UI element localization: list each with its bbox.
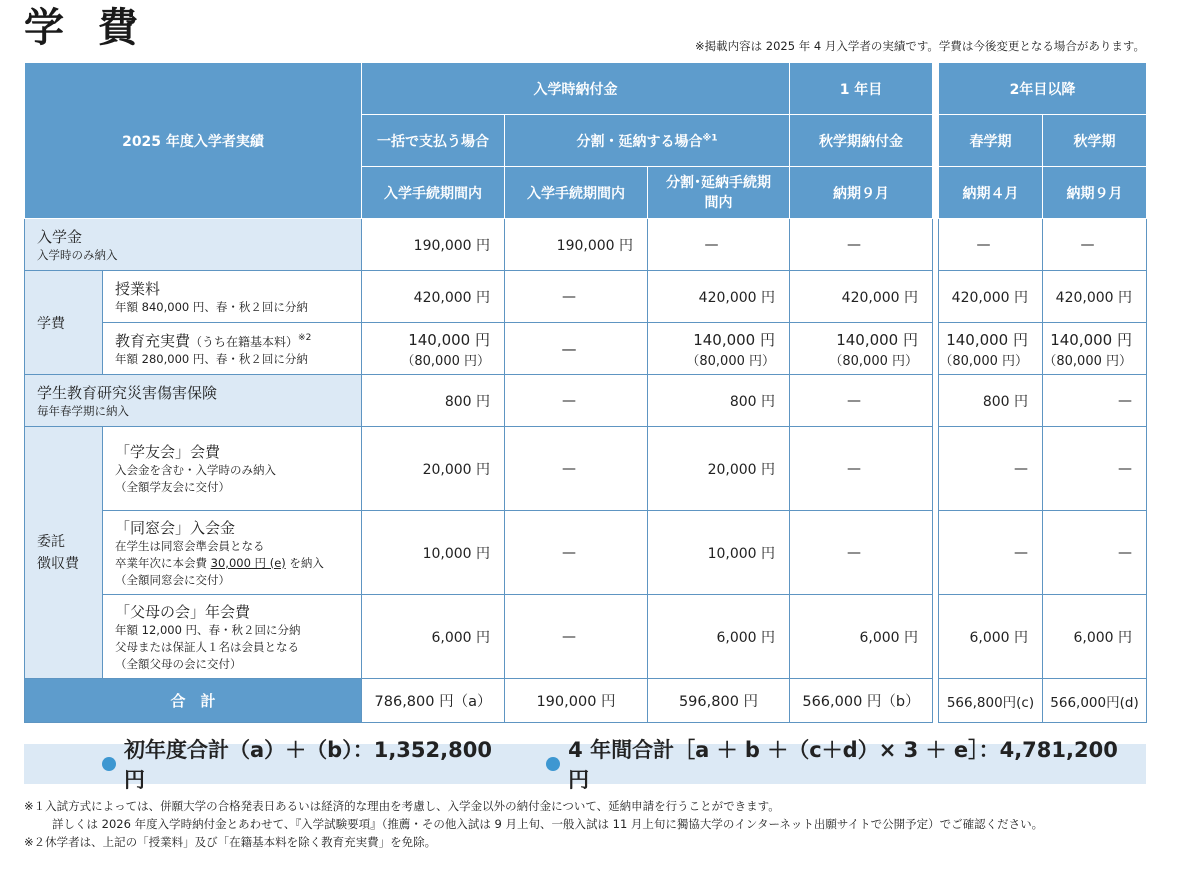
cell-value: 190,000 円 — [362, 219, 505, 271]
cell-value: — — [790, 427, 933, 511]
table-row — [25, 323, 1147, 375]
cell-value: — — [505, 375, 648, 427]
cell-value: 800 円 — [362, 375, 505, 427]
cell-value: — — [505, 595, 648, 679]
table-row — [25, 595, 1147, 679]
fee-table — [24, 62, 1147, 723]
cell-value: — — [1043, 219, 1147, 271]
row-label-fubo: 「父母の会」年会費 年額 12,000 円、春・秋２回に分納 父母または保証人１名は会員となる （全額父母の会に交付） — [103, 595, 362, 679]
footnote-2: ※２休学者は、上記の「授業料」及び「在籍基本料を除く教育充実費」を免除。 — [24, 835, 437, 849]
row-label-tuition: 授業料 年額 840,000 円、春・秋２回に分納 — [103, 271, 362, 323]
header-due-apr: 納期４月 — [939, 167, 1043, 219]
total-value: 596,800 円 — [648, 679, 790, 723]
cell-value: 140,000 円 （80,000 円） — [1043, 323, 1147, 375]
cell-value: 6,000 円 — [648, 595, 790, 679]
summary-bar — [24, 738, 1146, 792]
row-label-education: 教育充実費（うち在籍基本料）$^{※2}$ 年額 280,000 円、春・秋２回に分納 — [103, 323, 362, 375]
footnotes — [24, 797, 1043, 851]
cell-value: — — [790, 219, 933, 271]
footnote-1-detail: 詳しくは 2026 年度入学時納付金とあわせて、『入学試験要項』（推薦・その他入試は 9 月上旬、一般入試は 11 月上旬に獨協大学のインターネット出願サイトで公開予定）でご確認ください。 — [52, 817, 1044, 831]
cell-value: — — [790, 375, 933, 427]
table-row — [25, 219, 1147, 271]
summary-first-year: 初年度合計（a）＋（b）：1,352,800 円 — [124, 738, 492, 792]
cell-value: 6,000 円 — [790, 595, 933, 679]
cell-value: — — [648, 219, 790, 271]
cell-value: 190,000 円 — [505, 219, 648, 271]
footnote-1: ※１入試方式によっては、併願大学の合格発表日あるいは経済的な理由を考慮し、入学金以外の納付金について、延納申請を行うことができます。 — [24, 799, 780, 813]
header-corner: 2025 年度入学者実績 — [25, 63, 362, 219]
header-installment: 分割・延納する場合$^{※1}$ — [505, 115, 790, 167]
cell-value: — — [505, 511, 648, 595]
total-value: 190,000 円 — [505, 679, 648, 723]
cell-value: — — [1043, 375, 1147, 427]
cell-value: — — [790, 511, 933, 595]
cell-value: 420,000 円 — [362, 271, 505, 323]
bullet-icon — [546, 757, 560, 771]
row-label-gakuyukai: 「学友会」会費 入会金を含む・入学時のみ納入 （全額学友会に交付） — [103, 427, 362, 511]
summary-four-year: 4 年間合計［a ＋ b ＋（c＋d）× 3 ＋ e］：4,781,200 円 — [568, 738, 1118, 792]
header-year1: 1 年目 — [790, 63, 933, 115]
cell-value: 420,000 円 — [939, 271, 1043, 323]
total-value: 786,800 円（a） — [362, 679, 505, 723]
header-due-sep: 納期９月 — [790, 167, 933, 219]
cell-value: — — [1043, 511, 1147, 595]
total-value: 566,800円(c) — [939, 679, 1043, 723]
cell-value: — — [939, 219, 1043, 271]
bullet-icon — [102, 757, 116, 771]
row-label-dosokai: 「同窓会」入会金 在学生は同窓会準会員となる 卒業年次に本会費 30,000 円 (e) を納入 （全額同窓会に交付） — [103, 511, 362, 595]
header-period-procedure: 入学手続期間内 — [362, 167, 505, 219]
table-row — [25, 427, 1147, 511]
row-label-insurance: 学生教育研究災害傷害保険 毎年春学期に納入 — [25, 375, 362, 427]
cell-value: 6,000 円 — [362, 595, 505, 679]
cell-value: 10,000 円 — [362, 511, 505, 595]
header-autumn-payment: 秋学期納付金 — [790, 115, 933, 167]
table-row — [25, 511, 1147, 595]
header-autumn: 秋学期 — [1043, 115, 1147, 167]
header-spring: 春学期 — [939, 115, 1043, 167]
cell-value: 6,000 円 — [939, 595, 1043, 679]
cell-value: 140,000 円 （80,000 円） — [939, 323, 1043, 375]
cell-value: 140,000 円 （80,000 円） — [362, 323, 505, 375]
cell-value: — — [939, 511, 1043, 595]
total-value: 566,000円(d) — [1043, 679, 1147, 723]
cell-value: — — [505, 323, 648, 375]
header-period-procedure-2: 入学手続期間内 — [505, 167, 648, 219]
cell-value: 20,000 円 — [648, 427, 790, 511]
header-year2plus: 2年目以降 — [939, 63, 1147, 115]
cell-value: — — [939, 427, 1043, 511]
table-row — [25, 375, 1147, 427]
cell-value: 420,000 円 — [1043, 271, 1147, 323]
cell-value: 20,000 円 — [362, 427, 505, 511]
notice-text: ※掲載内容は 2025 年 4 月入学者の実績です。学費は今後変更となる場合があります。 — [695, 39, 1145, 53]
cell-value: 800 円 — [648, 375, 790, 427]
header-lump-sum: 一括で支払う場合 — [362, 115, 505, 167]
cell-value: 800 円 — [939, 375, 1043, 427]
cell-value: 420,000 円 — [648, 271, 790, 323]
cell-value: — — [505, 271, 648, 323]
total-row — [25, 679, 1147, 723]
cell-value: — — [1043, 427, 1147, 511]
row-group-tuition: 学費 — [25, 271, 103, 375]
row-label-admission: 入学金 入学時のみ納入 — [25, 219, 362, 271]
header-entrance-group: 入学時納付金 — [362, 63, 790, 115]
table-row — [25, 271, 1147, 323]
page-title: 学 費 — [24, 5, 148, 51]
row-group-consign: 委託 徴収費 — [25, 427, 103, 679]
cell-value: 10,000 円 — [648, 511, 790, 595]
header-due-sep-2: 納期９月 — [1043, 167, 1147, 219]
header-period-installment: 分割･延納手続期間内 — [648, 167, 790, 219]
cell-value: 6,000 円 — [1043, 595, 1147, 679]
cell-value: 140,000 円 （80,000 円） — [790, 323, 933, 375]
total-value: 566,000 円（b） — [790, 679, 933, 723]
cell-value: 140,000 円 （80,000 円） — [648, 323, 790, 375]
cell-value: 420,000 円 — [790, 271, 933, 323]
total-label: 合 計 — [25, 679, 362, 723]
cell-value: — — [505, 427, 648, 511]
